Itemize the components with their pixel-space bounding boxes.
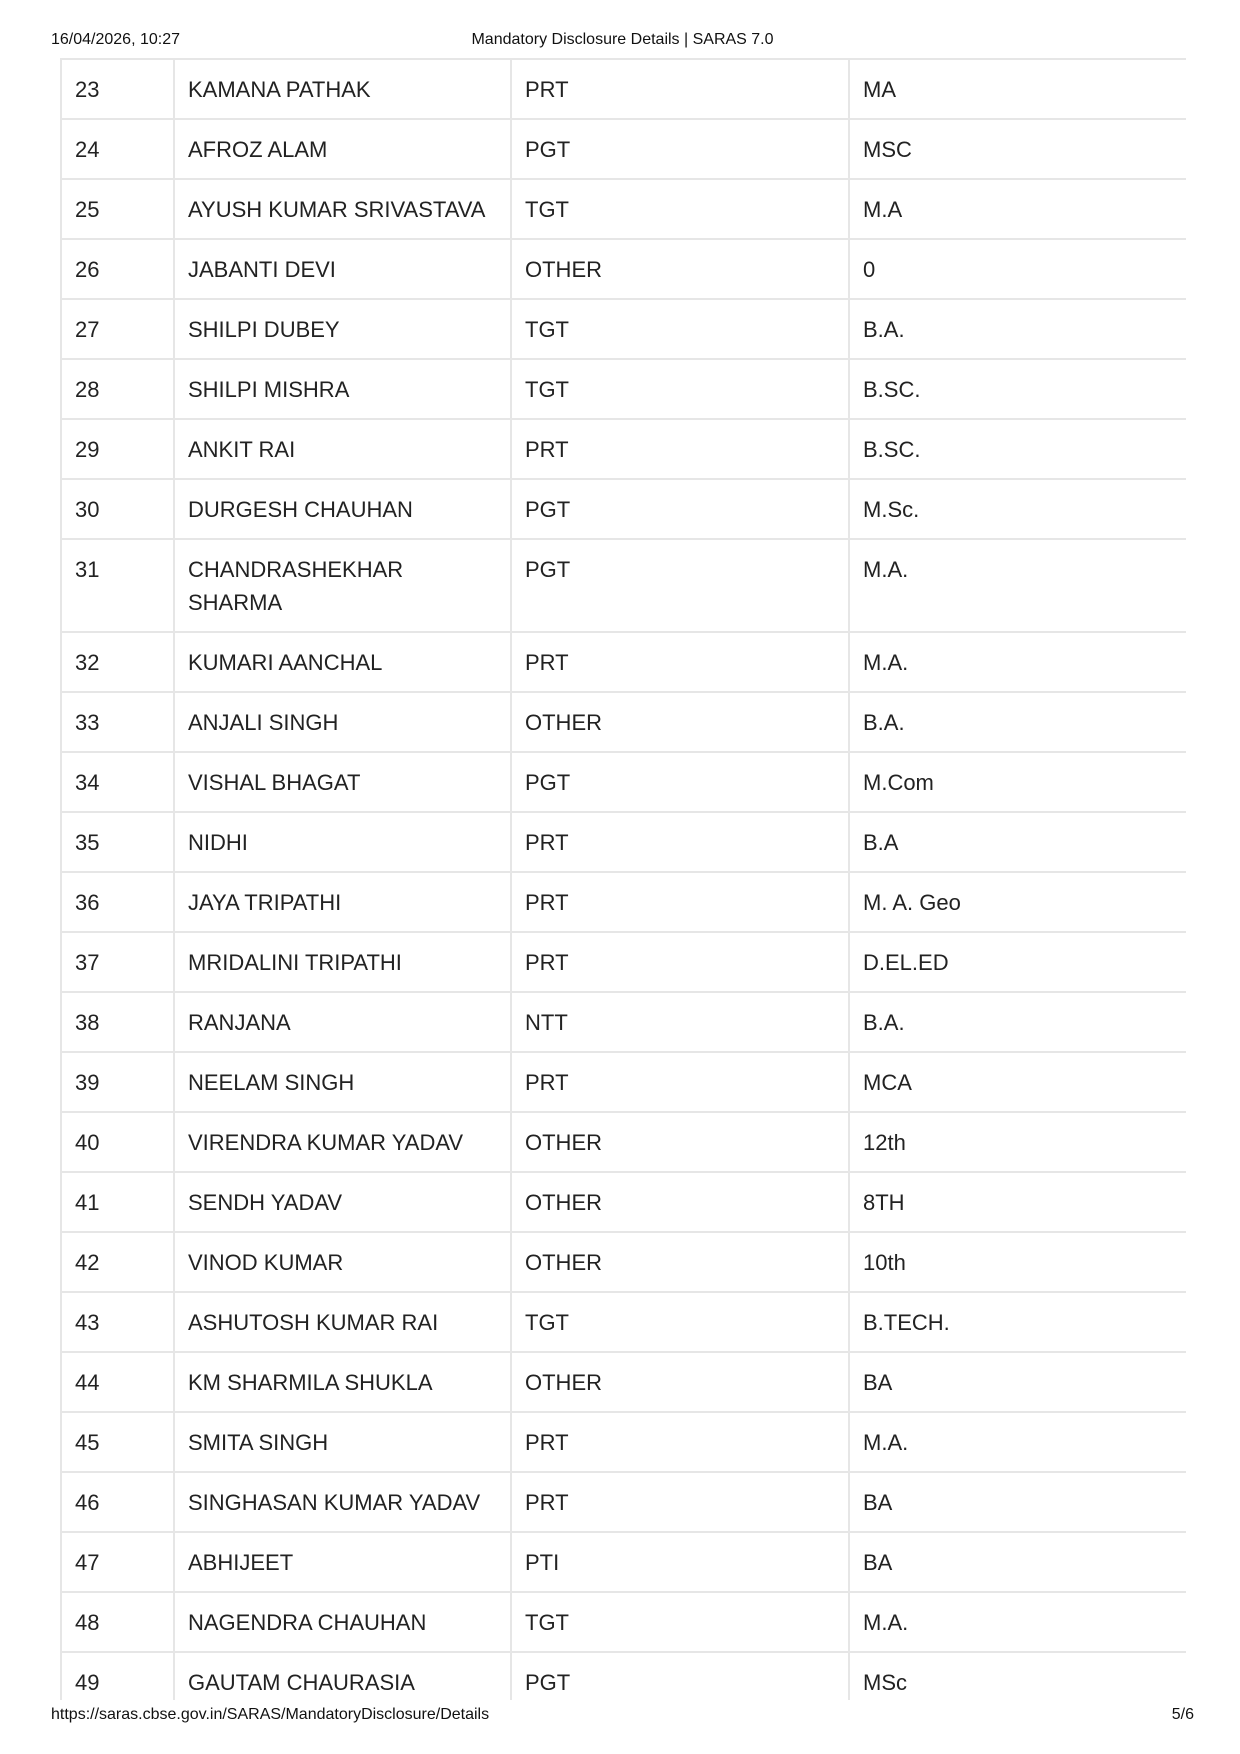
page-number: 5/6 [1171,1706,1194,1723]
qualification-cell: M.A. [849,1592,1186,1652]
serial-number-cell: 32 [61,632,174,692]
staff-name-cell: ASHUTOSH KUMAR RAI [174,1292,511,1352]
designation-cell: OTHER [511,1172,849,1232]
qualification-cell: B.A. [849,299,1186,359]
designation-cell: PRT [511,1052,849,1112]
designation-cell: PRT [511,872,849,932]
qualification-cell: D.EL.ED [849,932,1186,992]
print-datetime: 16/04/2026, 10:27 [51,31,181,48]
staff-name-cell: SINGHASAN KUMAR YADAV [174,1472,511,1532]
designation-cell: PGT [511,539,849,632]
table-row [61,1652,1186,1700]
staff-table-body [61,60,1186,1700]
table-row [61,752,1186,812]
staff-table [60,60,1186,1700]
table-row [61,1532,1186,1592]
staff-name-cell: RANJANA [174,992,511,1052]
designation-cell: OTHER [511,692,849,752]
staff-name-cell: KUMARI AANCHAL [174,632,511,692]
serial-number-cell: 46 [61,1472,174,1532]
serial-number-cell: 47 [61,1532,174,1592]
qualification-cell: B.A. [849,992,1186,1052]
designation-cell: PRT [511,60,849,119]
serial-number-cell: 23 [61,60,174,119]
table-row [61,1232,1186,1292]
designation-cell: PRT [511,1472,849,1532]
table-row [61,419,1186,479]
serial-number-cell: 30 [61,479,174,539]
table-row [61,1472,1186,1532]
designation-cell: TGT [511,359,849,419]
staff-name-cell: NIDHI [174,812,511,872]
designation-cell: NTT [511,992,849,1052]
serial-number-cell: 34 [61,752,174,812]
table-row [61,60,1186,119]
qualification-cell: 0 [849,239,1186,299]
page-url: https://saras.cbse.gov.in/SARAS/MandatoryDisclosure/Details [51,1706,490,1723]
qualification-cell: 8TH [849,1172,1186,1232]
designation-cell: PGT [511,119,849,179]
serial-number-cell: 45 [61,1412,174,1472]
print-footer [51,1706,1194,1728]
table-row [61,1592,1186,1652]
staff-name-cell: VINOD KUMAR [174,1232,511,1292]
designation-cell: PRT [511,632,849,692]
designation-cell: TGT [511,1592,849,1652]
table-row [61,479,1186,539]
table-row [61,1112,1186,1172]
staff-name-cell: DURGESH CHAUHAN [174,479,511,539]
designation-cell: OTHER [511,1232,849,1292]
qualification-cell: B.A. [849,692,1186,752]
table-row [61,1052,1186,1112]
serial-number-cell: 44 [61,1352,174,1412]
staff-name-cell: CHANDRASHEKHAR SHARMA [174,539,511,632]
qualification-cell: M.A. [849,539,1186,632]
staff-name-cell: ANKIT RAI [174,419,511,479]
designation-cell: OTHER [511,239,849,299]
designation-cell: TGT [511,299,849,359]
table-row [61,1292,1186,1352]
qualification-cell: MA [849,60,1186,119]
staff-name-cell: JABANTI DEVI [174,239,511,299]
serial-number-cell: 41 [61,1172,174,1232]
table-row [61,692,1186,752]
staff-name-cell: GAUTAM CHAURASIA [174,1652,511,1700]
designation-cell: PRT [511,419,849,479]
designation-cell: TGT [511,179,849,239]
serial-number-cell: 48 [61,1592,174,1652]
serial-number-cell: 37 [61,932,174,992]
staff-name-cell: ABHIJEET [174,1532,511,1592]
table-row [61,299,1186,359]
serial-number-cell: 38 [61,992,174,1052]
staff-name-cell: NEELAM SINGH [174,1052,511,1112]
designation-cell: OTHER [511,1352,849,1412]
qualification-cell: 10th [849,1232,1186,1292]
table-row [61,1412,1186,1472]
qualification-cell: M.A [849,179,1186,239]
serial-number-cell: 42 [61,1232,174,1292]
serial-number-cell: 49 [61,1652,174,1700]
table-row [61,539,1186,632]
qualification-cell: M. A. Geo [849,872,1186,932]
designation-cell: PTI [511,1532,849,1592]
qualification-cell: M.Sc. [849,479,1186,539]
staff-name-cell: VISHAL BHAGAT [174,752,511,812]
designation-cell: TGT [511,1292,849,1352]
serial-number-cell: 29 [61,419,174,479]
qualification-cell: 12th [849,1112,1186,1172]
designation-cell: PGT [511,1652,849,1700]
table-row [61,119,1186,179]
qualification-cell: BA [849,1532,1186,1592]
serial-number-cell: 24 [61,119,174,179]
serial-number-cell: 27 [61,299,174,359]
serial-number-cell: 35 [61,812,174,872]
staff-name-cell: MRIDALINI TRIPATHI [174,932,511,992]
staff-name-cell: SHILPI MISHRA [174,359,511,419]
designation-cell: PGT [511,479,849,539]
staff-name-cell: VIRENDRA KUMAR YADAV [174,1112,511,1172]
staff-name-cell: AYUSH KUMAR SRIVASTAVA [174,179,511,239]
staff-name-cell: SHILPI DUBEY [174,299,511,359]
serial-number-cell: 43 [61,1292,174,1352]
table-row [61,812,1186,872]
table-row [61,1172,1186,1232]
designation-cell: PGT [511,752,849,812]
designation-cell: PRT [511,932,849,992]
table-row [61,932,1186,992]
table-row [61,179,1186,239]
qualification-cell: MSc [849,1652,1186,1700]
staff-name-cell: ANJALI SINGH [174,692,511,752]
table-row [61,359,1186,419]
qualification-cell: M.Com [849,752,1186,812]
print-header [51,31,1194,53]
staff-name-cell: NAGENDRA CHAUHAN [174,1592,511,1652]
qualification-cell: B.SC. [849,359,1186,419]
staff-name-cell: AFROZ ALAM [174,119,511,179]
table-row [61,872,1186,932]
staff-name-cell: KM SHARMILA SHUKLA [174,1352,511,1412]
serial-number-cell: 36 [61,872,174,932]
table-row [61,992,1186,1052]
designation-cell: OTHER [511,1112,849,1172]
serial-number-cell: 40 [61,1112,174,1172]
serial-number-cell: 25 [61,179,174,239]
staff-name-cell: SMITA SINGH [174,1412,511,1472]
table-row [61,1352,1186,1412]
serial-number-cell: 28 [61,359,174,419]
staff-name-cell: SENDH YADAV [174,1172,511,1232]
table-row [61,632,1186,692]
qualification-cell: B.TECH. [849,1292,1186,1352]
serial-number-cell: 26 [61,239,174,299]
serial-number-cell: 39 [61,1052,174,1112]
staff-table-container [60,58,1186,1700]
serial-number-cell: 31 [61,539,174,632]
qualification-cell: BA [849,1472,1186,1532]
qualification-cell: BA [849,1352,1186,1412]
qualification-cell: B.A [849,812,1186,872]
page-title: Mandatory Disclosure Details | SARAS 7.0 [471,31,774,48]
designation-cell: PRT [511,1412,849,1472]
qualification-cell: M.A. [849,632,1186,692]
qualification-cell: MSC [849,119,1186,179]
qualification-cell: B.SC. [849,419,1186,479]
staff-name-cell: KAMANA PATHAK [174,60,511,119]
staff-name-cell: JAYA TRIPATHI [174,872,511,932]
qualification-cell: M.A. [849,1412,1186,1472]
table-row [61,239,1186,299]
designation-cell: PRT [511,812,849,872]
serial-number-cell: 33 [61,692,174,752]
qualification-cell: MCA [849,1052,1186,1112]
